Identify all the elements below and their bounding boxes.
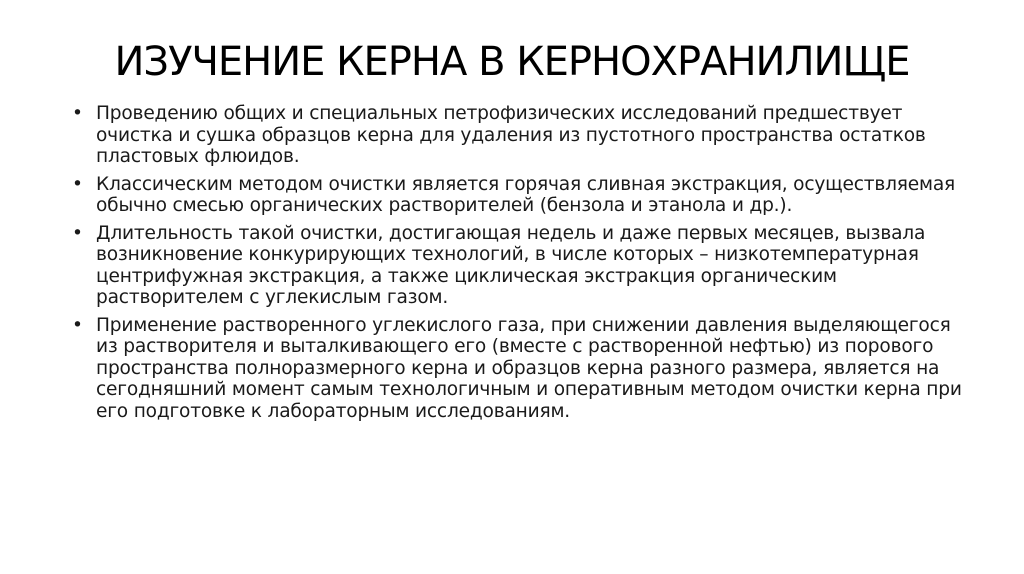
bullet-dot-icon: •	[72, 222, 83, 244]
bullet-list	[72, 103, 972, 428]
bullet-text: Проведению общих и специальных петрофизических исследований предшествует очистка и сушка образцов керна для удаления из пустотного пространства остатков пластовых флюидов.	[96, 103, 926, 167]
bullet-dot-icon: •	[72, 103, 83, 124]
bullet-text: Применение растворенного углекислого газа, при снижении давления выделяющегося из растворителя и выталкивающего его (вместе с растворенной нефтью) из порового пространства полноразмерного керна и образцов керна разного размера, является на сегодняшний момент самым технологичным и оперативным методом очистки керна при его подготовке к лабораторным исследованиям.	[96, 314, 962, 422]
bullet-item	[72, 103, 972, 168]
bullet-item	[72, 223, 972, 309]
bullet-item	[72, 174, 972, 217]
bullet-dot-icon: •	[72, 173, 83, 195]
bullet-dot-icon: •	[72, 314, 83, 336]
bullet-item	[72, 315, 972, 423]
bullet-text: Классическим методом очистки является горячая сливная экстракция, осуществляемая обычно смесью органических растворителей (бензола и этанола и др.).	[96, 173, 956, 216]
bullet-text: Длительность такой очистки, достигающая недель и даже первых месяцев, вызвала возникновение конкурирующих технологий, в числе которых – низкотемпературная центрифужная экстракция, а также циклическая экстракция органическим растворителем с углекислым газом.	[96, 222, 926, 308]
slide-title: ИЗУЧЕНИЕ КЕРНА В КЕРНОХРАНИЛИЩЕ	[114, 39, 910, 85]
